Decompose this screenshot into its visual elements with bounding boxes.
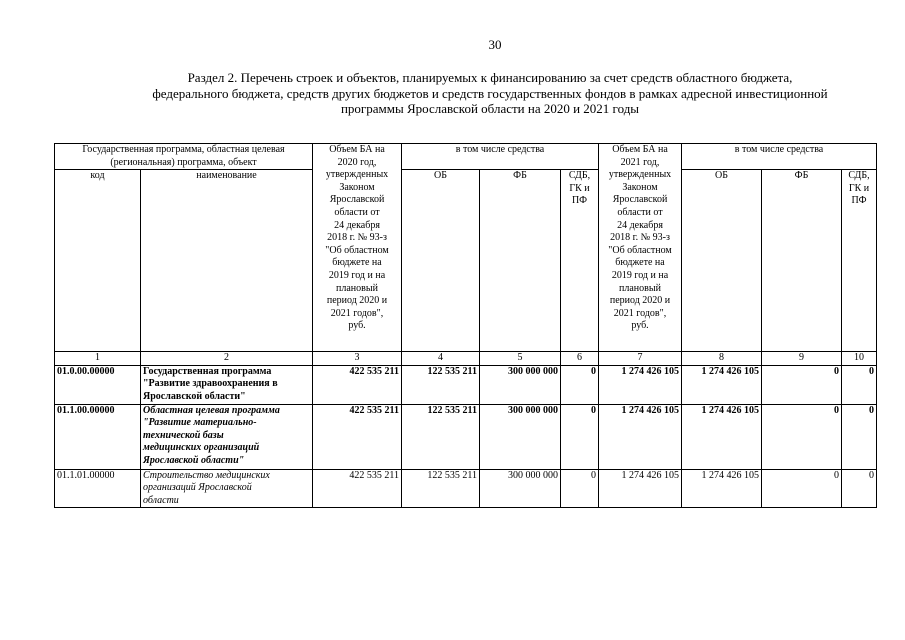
section-title [50,70,905,117]
name-header: наименование [141,170,313,352]
row-fb-2020: 300 000 000 [480,404,561,469]
header-row-1 [55,144,877,170]
sdb-2020-header: СДБ, ГК и ПФ [561,170,599,352]
column-number: 8 [682,352,762,366]
table-row [55,404,877,469]
row-sdb-2020: 0 [561,404,599,469]
title-line: Раздел 2. Перечень строек и объектов, планируемых к финансированию за счет средств областного бюджета, [187,70,793,85]
page-number: 30 [488,37,502,52]
row-name: Областная целевая программа "Развитие материально- технической базы медицинских организаций Ярославской области" [141,404,313,469]
column-number: 4 [402,352,480,366]
including-funds-header-2021: в том числе средства [682,144,877,170]
ob-2021-header: ОБ [682,170,762,352]
column-number: 10 [842,352,877,366]
column-number: 1 [55,352,141,366]
ob-2020-header: ОБ [402,170,480,352]
row-ob-2021: 1 274 426 105 [682,404,762,469]
row-fb-2021: 0 [762,404,842,469]
volume-2021-header: Объем БА на 2021 год, утвержденных Законом Ярославской области от 24 декабря 2018 г. № 93-з "Об областном бюджете на 2019 год и на плановый период 2020 и 2021 годов", руб. [599,144,682,352]
row-name: Государственная программа "Развитие здравоохранения в Ярославской области" [141,365,313,404]
row-ob-2021: 1 274 426 105 [682,365,762,404]
row-code: 01.1.00.00000 [55,404,141,469]
title-line: федерального бюджета, средств других бюджетов и средств государственных фондов в рамках адресной инвестиционной [152,85,828,101]
column-number: 9 [762,352,842,366]
row-fb-2021: 0 [762,365,842,404]
column-number: 7 [599,352,682,366]
title-line: программы Ярославской области на 2020 и 2021 годы [340,101,640,116]
row-sdb-2021: 0 [842,365,877,404]
table-row [55,365,877,404]
row-volume-2020: 422 535 211 [313,469,402,508]
column-number: 6 [561,352,599,366]
column-number: 3 [313,352,402,366]
row-volume-2021: 1 274 426 105 [599,365,682,404]
row-name: Строительство медицинских организаций Ярославской области [141,469,313,508]
row-ob-2020: 122 535 211 [402,404,480,469]
including-funds-header-2020: в том числе средства [402,144,599,170]
header-row-2 [55,170,877,352]
row-sdb-2021: 0 [842,469,877,508]
code-header: код [55,170,141,352]
row-code: 01.0.00.00000 [55,365,141,404]
row-sdb-2020: 0 [561,469,599,508]
row-sdb-2020: 0 [561,365,599,404]
row-fb-2021: 0 [762,469,842,508]
row-ob-2020: 122 535 211 [402,365,480,404]
program-header-cell: Государственная программа, областная целевая (региональная) программа, объект [55,144,313,170]
row-ob-2020: 122 535 211 [402,469,480,508]
column-numbers-row [55,352,877,366]
sdb-2021-header: СДБ, ГК и ПФ [842,170,877,352]
row-volume-2020: 422 535 211 [313,365,402,404]
row-ob-2021: 1 274 426 105 [682,469,762,508]
row-code: 01.1.01.00000 [55,469,141,508]
row-volume-2021: 1 274 426 105 [599,469,682,508]
row-volume-2021: 1 274 426 105 [599,404,682,469]
volume-2020-header: Объем БА на 2020 год, утвержденных Законом Ярославской области от 24 декабря 2018 г. № 93-з "Об областном бюджете на 2019 год и на плановый период 2020 и 2021 годов", руб. [313,144,402,352]
fb-2021-header: ФБ [762,170,842,352]
column-number: 2 [141,352,313,366]
investment-program-table [54,143,877,508]
row-fb-2020: 300 000 000 [480,365,561,404]
column-number: 5 [480,352,561,366]
row-sdb-2021: 0 [842,404,877,469]
fb-2020-header: ФБ [480,170,561,352]
row-fb-2020: 300 000 000 [480,469,561,508]
row-volume-2020: 422 535 211 [313,404,402,469]
table-row [55,469,877,508]
